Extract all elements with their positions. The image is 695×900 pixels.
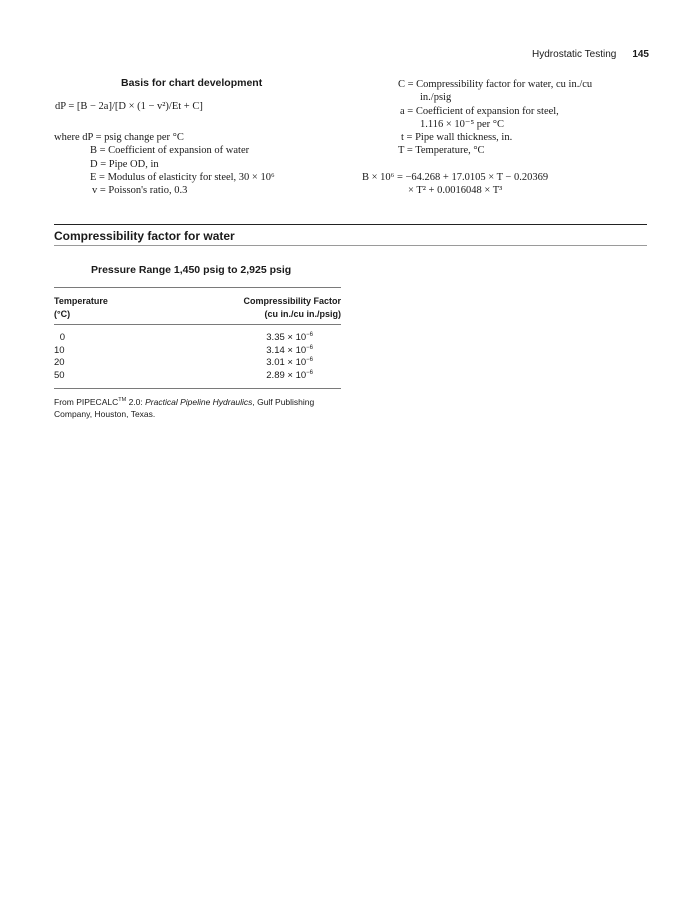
factor-cell: $3.14 \times 10^{-6}$ [266, 344, 313, 356]
def-b: B = Coefficient of expansion of water [90, 145, 250, 157]
table-body [54, 332, 341, 382]
table-row [54, 370, 341, 383]
page-number: 145 [632, 49, 649, 60]
temp-cell: 50 [54, 369, 65, 381]
table-rule-top [54, 287, 341, 288]
temp-cell: 0 [59, 332, 65, 343]
factor-cell: $3.01 \times 10^{-6}$ [266, 357, 313, 368]
def-t: t = Pipe wall thickness, in. [401, 132, 513, 144]
def-c-cont: in./psig [420, 92, 452, 104]
table-row [54, 357, 341, 370]
where-definitions [54, 131, 275, 197]
temp-cell: 20 [54, 357, 65, 368]
def-a-value: 1.116 × 10⁻⁵ per °C [420, 118, 504, 130]
table-row [54, 332, 341, 345]
right-definitions [362, 78, 652, 198]
table-title: Pressure Range 1,450 psig to 2,925 psig [91, 264, 292, 276]
table-row [54, 345, 341, 358]
table-rule-bottom [54, 388, 341, 389]
temp-cell: 10 [54, 344, 65, 356]
section-rule-bottom [54, 245, 647, 246]
b-formula-line1: B × 10⁶ = −64.268 + 17.0105 × T − 0.20369 [362, 172, 549, 184]
col-header-temperature: Temperature (°C) [54, 296, 108, 319]
b-formula-line2: × T² + 0.0016048 × T³ [408, 185, 503, 197]
col-header-factor: Compressibility Factor (cu in./cu in./psig) [243, 296, 341, 319]
running-title: Hydrostatic Testing [532, 49, 617, 60]
pressure-change-formula: dP = [B − 2a]/[D × (1 − v²)/Et + C] [55, 101, 203, 112]
section-title: Compressibility factor for water [54, 229, 235, 243]
table-source-note: From PIPECALC™ 2.0: Practical Pipeline Hydraulics, Gulf Publishing Company, Houston, Texas. [54, 397, 315, 419]
section-rule-top [54, 224, 647, 225]
def-v: v = Poisson's ratio, 0.3 [92, 185, 188, 197]
spacer [362, 158, 652, 171]
def-e: E = Modulus of elasticity for steel, 30 × 10⁶ [90, 171, 275, 183]
def-a: a = Coefficient of expansion for steel, [400, 105, 559, 117]
def-dp: where dP = psig change per °C [54, 132, 184, 143]
factor-cell: $3.35 \times 10^{-6}$ [266, 332, 313, 343]
def-c: C = Compressibility factor for water, cu in./cu [398, 79, 593, 90]
def-d: D = Pipe OD, in [90, 158, 159, 170]
def-temp: T = Temperature, °C [398, 145, 485, 157]
table-rule-header [54, 324, 341, 325]
running-header [532, 49, 649, 60]
basis-title: Basis for chart development [121, 77, 263, 89]
factor-cell: $2.89 \times 10^{-6}$ [266, 369, 313, 381]
